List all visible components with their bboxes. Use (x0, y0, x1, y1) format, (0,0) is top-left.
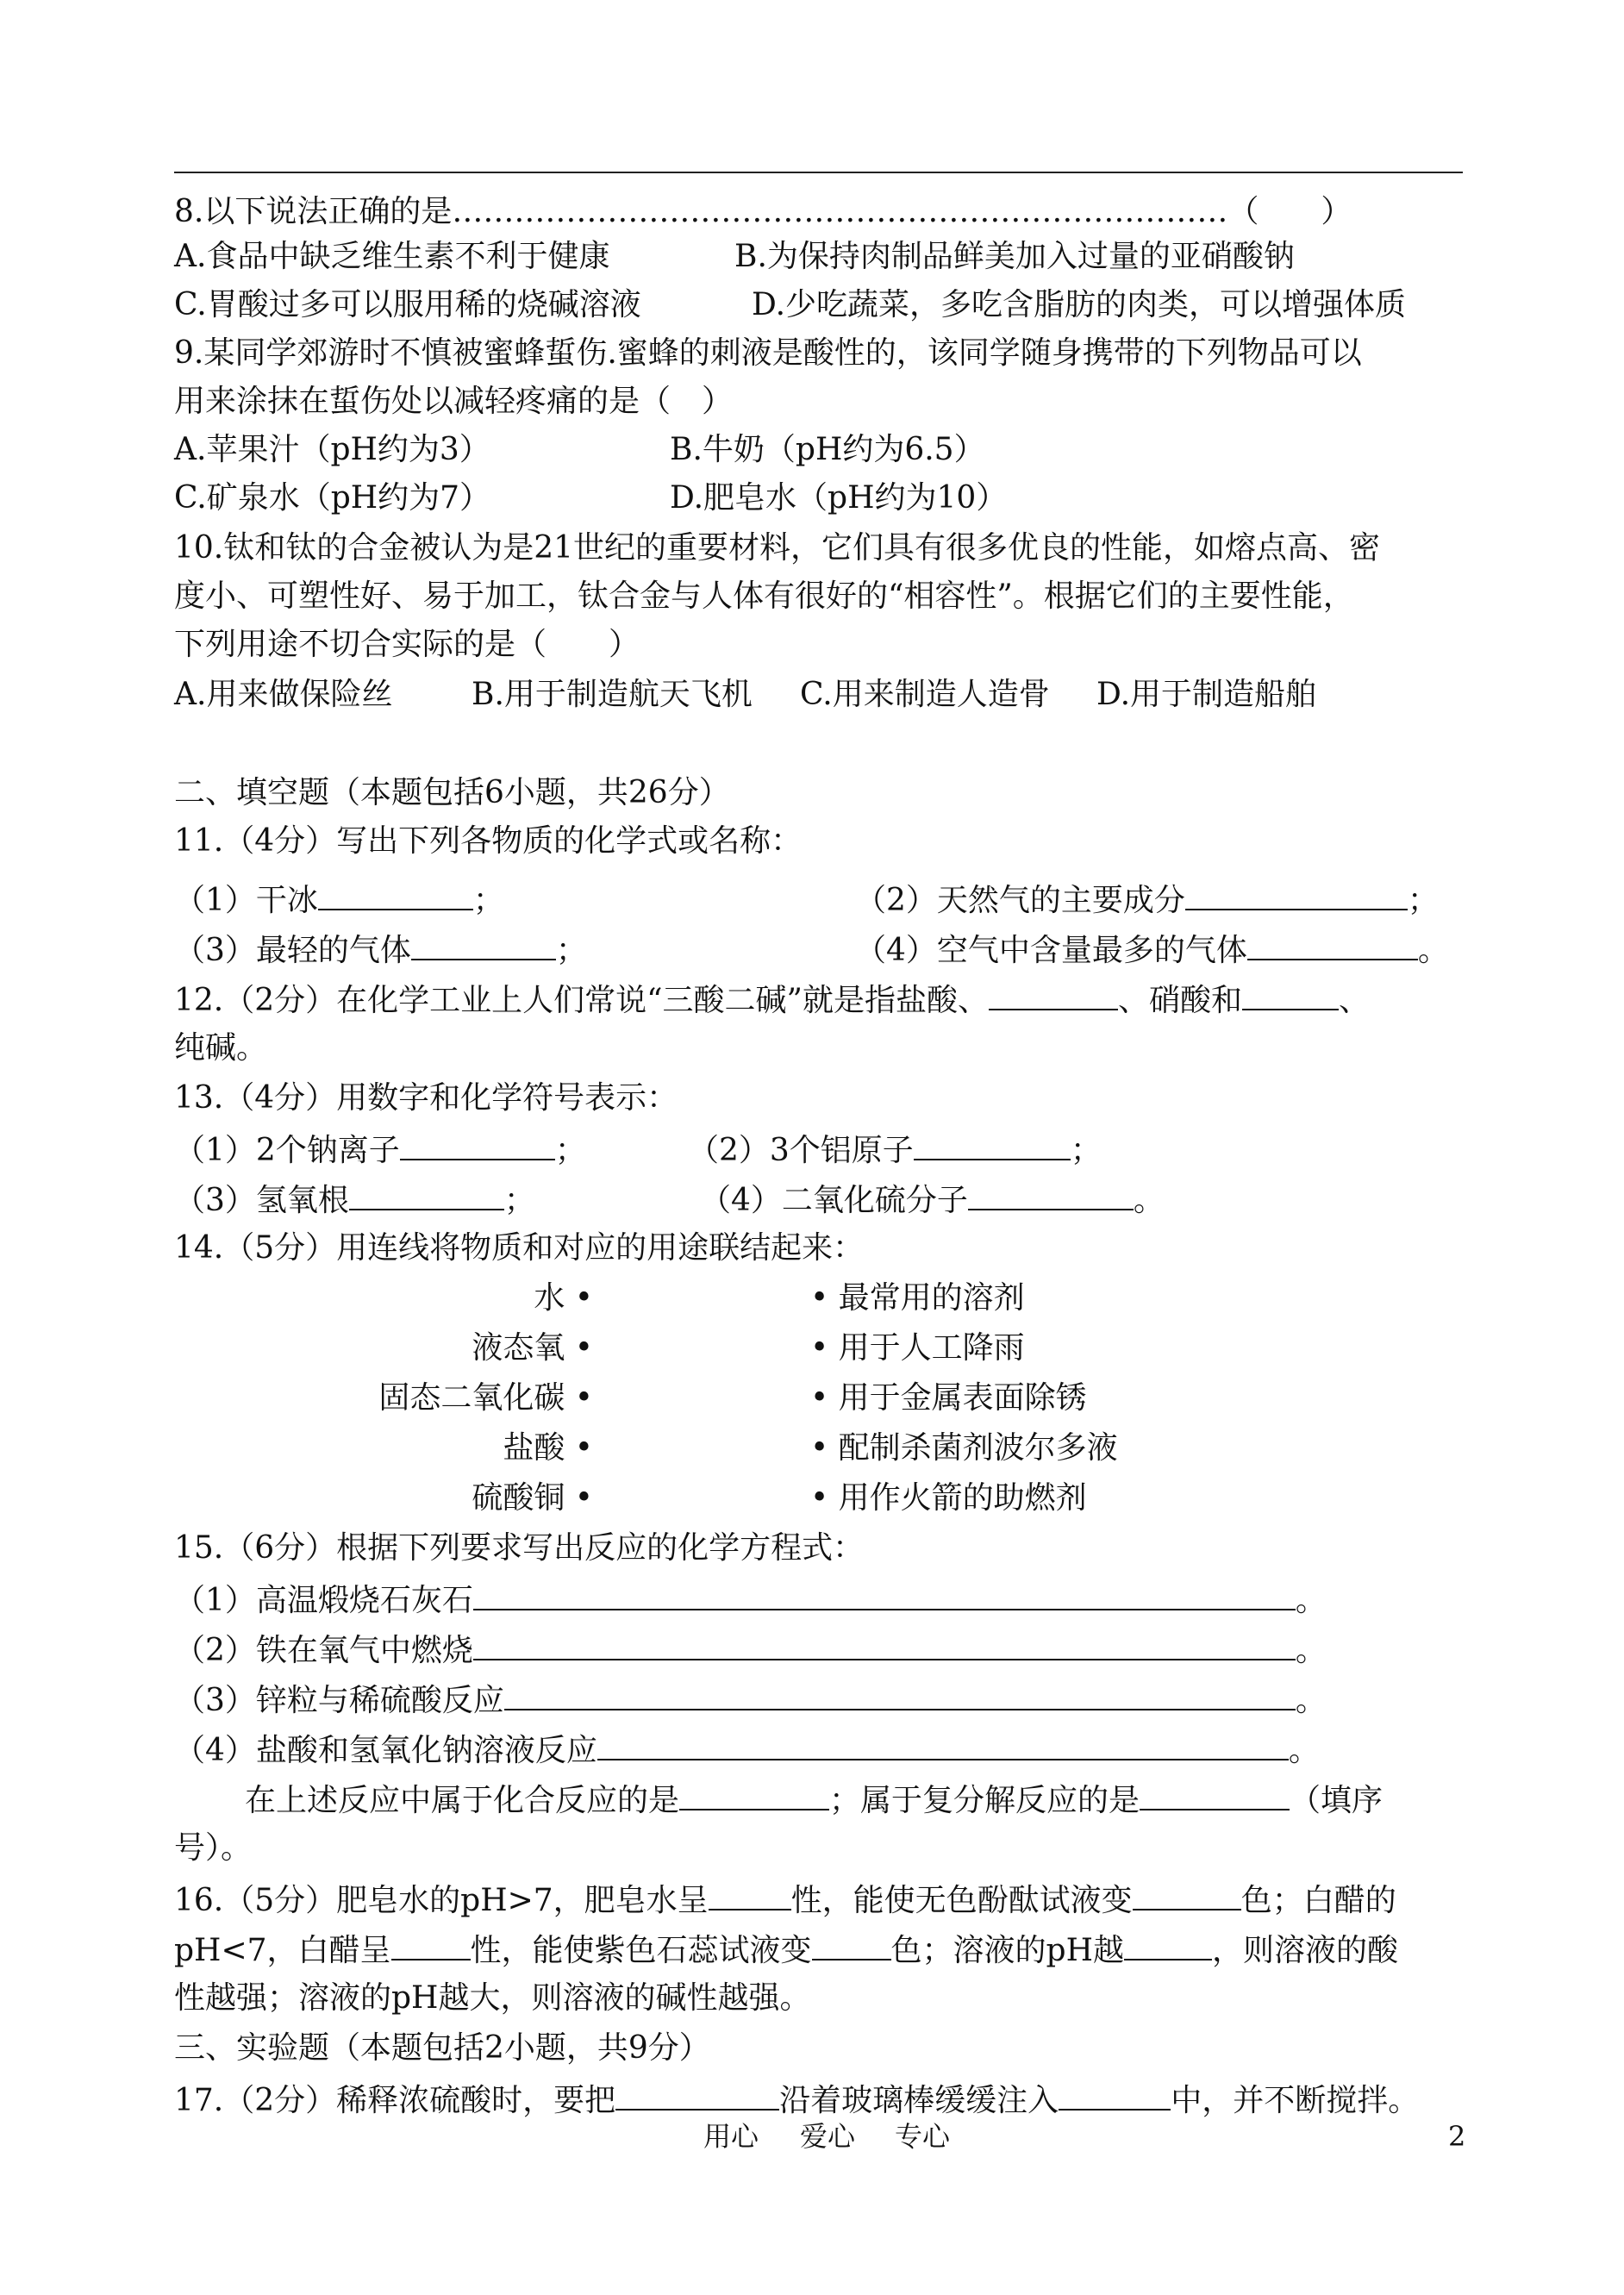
q10-option-b: B.用于制造航天飞机 (472, 677, 753, 712)
q13-part-2: （2）3个铝原子 ； (688, 1128, 1102, 1172)
q10-option-a: A.用来做保险丝 (174, 677, 393, 712)
q8-option-c: C.胃酸过多可以服用稀的烧碱溶液 (174, 287, 641, 322)
section-2-title: 二、填空题（本题包括6小题，共26分） (174, 775, 730, 810)
blank[interactable] (1140, 1778, 1290, 1810)
blank[interactable] (318, 878, 473, 910)
q15-summary: 在上述反应中属于化合反应的是 ；属于复分解反应的是 （填序 (245, 1778, 1383, 1822)
q14-right-item[interactable]: • 用作火箭的助燃剂 (810, 1480, 1087, 1516)
header-rule (174, 172, 1463, 173)
q8-option-d: D.少吃蔬菜，多吃含脂肪的肉类，可以增强体质 (752, 287, 1407, 322)
q11-part-2: （2）天然气的主要成分 ； (855, 878, 1439, 922)
blank[interactable] (473, 1578, 1296, 1610)
q10-stem-line2: 度小、可塑性好、易于加工，钛合金与人体有很好的“相容性”。根据它们的主要性能， (174, 578, 1354, 614)
blank[interactable] (968, 1178, 1134, 1210)
q14-right-item[interactable]: • 配制杀菌剂波尔多液 (810, 1430, 1118, 1466)
q14-left-item[interactable]: 盐酸 • (503, 1430, 593, 1466)
q14-left-item[interactable]: 硫酸铜 • (472, 1480, 593, 1516)
blank[interactable] (1059, 2078, 1171, 2111)
q11-stem: 11.（4分）写出下列各物质的化学式或名称： (174, 823, 803, 859)
footer-motto-2: 爱心 (800, 2120, 856, 2153)
q14-right-item[interactable]: • 用于金属表面除锈 (810, 1380, 1087, 1416)
q9-option-b: B.牛奶（pH约为6.5） (670, 432, 985, 467)
blank[interactable] (1185, 878, 1408, 910)
blank[interactable] (1124, 1928, 1212, 1960)
q11-part-4: （4）空气中含量最多的气体 。 (855, 928, 1449, 972)
blank[interactable] (1133, 1878, 1241, 1910)
q11-part-1: （1）干冰 ； (174, 878, 504, 922)
q10-stem-line3: 下列用途不切合实际的是（ ） (174, 627, 640, 662)
blank[interactable] (914, 1128, 1071, 1160)
q15-part-2: （2）铁在氧气中燃烧 。 (174, 1628, 1327, 1672)
q14-stem: 14.（5分）用连线将物质和对应的用途联结起来： (174, 1230, 865, 1266)
q14-left-item[interactable]: 水 • (534, 1280, 593, 1316)
q17-line1: 17.（2分）稀释浓硫酸时，要把 沿着玻璃棒缓缓注入 中，并不断搅拌。 (174, 2078, 1419, 2122)
q9-stem-line1: 9.某同学郊游时不慎被蜜蜂蜇伤.蜜蜂的刺液是酸性的，该同学随身携带的下列物品可以 (174, 335, 1362, 371)
q8-option-b: B.为保持肉制品鲜美加入过量的亚硝酸钠 (734, 239, 1295, 274)
q14-right-item[interactable]: • 用于人工降雨 (810, 1330, 1025, 1366)
q12-line2: 纯碱。 (174, 1030, 268, 1066)
q10-option-c: C.用来制造人造骨 (800, 677, 1050, 712)
q8-stem: 8.以下说法正确的是…………………………………………………………………（ ） (174, 194, 1352, 229)
q11-part-3: （3）最轻的气体 ； (174, 928, 587, 972)
blank[interactable] (391, 1928, 471, 1960)
q13-stem: 13.（4分）用数字和化学符号表示： (174, 1080, 678, 1116)
q9-stem-line2: 用来涂抹在蜇伤处以减轻疼痛的是（ ） (174, 384, 734, 419)
q8-option-a: A.食品中缺乏维生素不利于健康 (174, 239, 610, 274)
blank[interactable] (349, 1178, 504, 1210)
blank[interactable] (812, 1928, 891, 1960)
footer-motto-3: 专心 (895, 2120, 951, 2153)
blank[interactable] (400, 1128, 555, 1160)
q13-part-3: （3）氢氧根 ； (174, 1178, 535, 1222)
blank[interactable] (504, 1678, 1296, 1710)
q9-option-d: D.肥皂水（pH约为10） (670, 480, 1008, 516)
q13-part-1: （1）2个钠离子 ； (174, 1128, 586, 1172)
q9-option-a: A.苹果汁（pH约为3） (174, 432, 490, 467)
blank[interactable] (989, 978, 1118, 1010)
q14-left-item[interactable]: 固态二氧化碳 • (378, 1380, 593, 1416)
q15-part-1: （1）高温煅烧石灰石 。 (174, 1578, 1327, 1622)
q15-part-4: （4）盐酸和氢氧化钠溶液反应 。 (174, 1728, 1320, 1772)
q15-stem: 15.（6分）根据下列要求写出反应的化学方程式： (174, 1530, 865, 1566)
footer-motto-1: 用心 (703, 2120, 759, 2153)
q16-line2: pH<7，白醋呈 性，能使紫色石蕊试液变 色；溶液的pH越 ，则溶液的酸 (174, 1928, 1398, 1972)
q14-right-item[interactable]: • 最常用的溶剂 (810, 1280, 1025, 1316)
blank[interactable] (1247, 928, 1418, 960)
q16-line3: 性越强；溶液的pH越大，则溶液的碱性越强。 (174, 1980, 811, 2016)
blank[interactable] (679, 1778, 829, 1810)
q15-part-3: （3）锌粒与稀硫酸反应 。 (174, 1678, 1327, 1722)
q9-option-c: C.矿泉水（pH约为7） (174, 480, 491, 516)
q12-line1: 12.（2分）在化学工业上人们常说“三酸二碱”就是指盐酸、 、硝酸和 、 (174, 978, 1370, 1022)
q10-option-d: D.用于制造船舶 (1096, 677, 1317, 712)
q13-part-4: （4）二氧化硫分子 。 (700, 1178, 1165, 1222)
q15-summary-end: 号）。 (174, 1830, 253, 1866)
blank[interactable] (473, 1628, 1296, 1660)
q16-line1: 16.（5分）肥皂水的pH>7，肥皂水呈 性，能使无色酚酞试液变 色；白醋的 (174, 1878, 1396, 1922)
q10-stem-line1: 10.钛和钛的合金被认为是21世纪的重要材料，它们具有很多优良的性能，如熔点高、密 (174, 530, 1381, 566)
blank[interactable] (709, 1878, 791, 1910)
blank[interactable] (1242, 978, 1339, 1010)
blank[interactable] (615, 2078, 779, 2111)
blank[interactable] (411, 928, 556, 960)
page-number: 2 (1448, 2120, 1466, 2153)
section-3-title: 三、实验题（本题包括2小题，共9分） (174, 2030, 710, 2066)
blank[interactable] (597, 1728, 1289, 1760)
q14-left-item[interactable]: 液态氧 • (472, 1330, 593, 1366)
